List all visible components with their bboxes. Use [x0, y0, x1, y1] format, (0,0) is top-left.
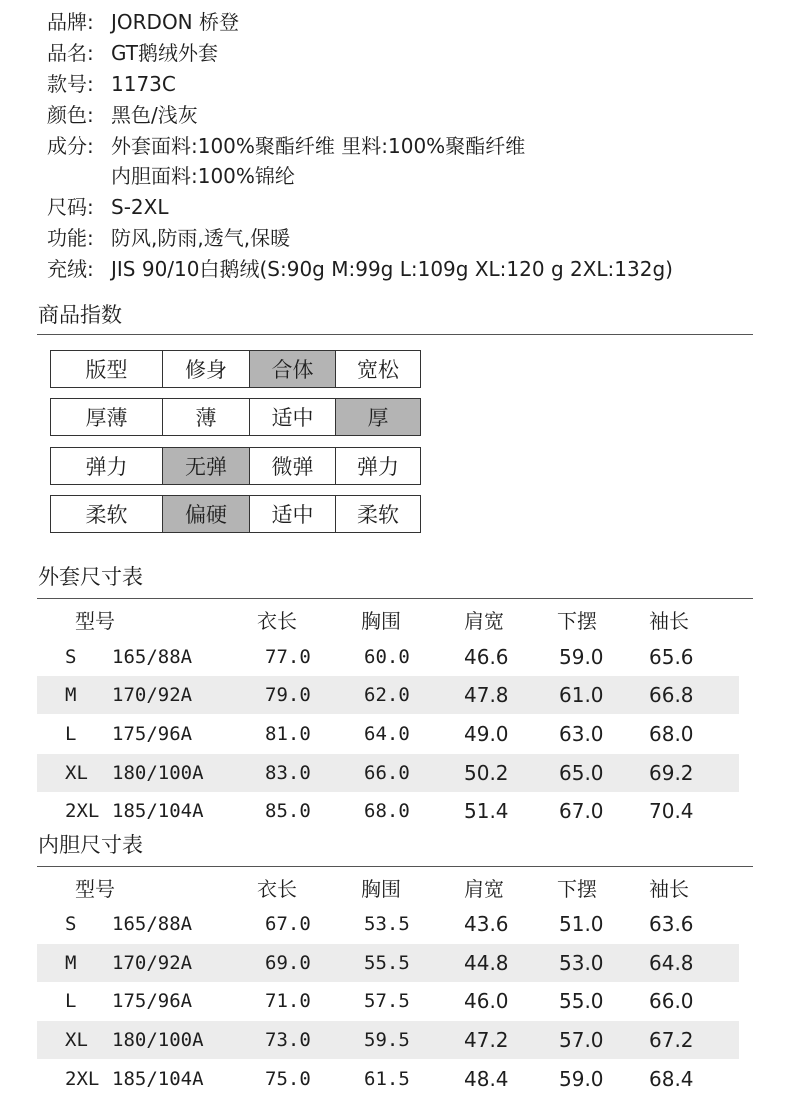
cell-size: L	[65, 990, 77, 1012]
cell-sleeve: 67.2	[649, 1028, 694, 1052]
index-label: 弹力	[85, 455, 128, 479]
cell-sleeve: 65.6	[649, 645, 694, 669]
index-option: 合体	[249, 351, 335, 387]
spec-value: 内胆面料:100%锦纶	[111, 164, 295, 188]
cell-chest: 66.0	[364, 762, 410, 784]
spec-material-liner	[47, 164, 295, 188]
cell-shoulder: 47.2	[464, 1028, 509, 1052]
cell-chest: 60.0	[364, 646, 410, 668]
table-row	[37, 676, 739, 714]
spec-brand	[47, 10, 239, 34]
index-label: 版型	[85, 358, 128, 382]
cell-shoulder: 51.4	[464, 799, 509, 823]
index-option: 适中	[249, 496, 335, 532]
spec-label: 品牌:	[47, 10, 94, 34]
table-row	[37, 792, 739, 830]
col-size: 型号	[75, 609, 115, 633]
index-row-softness	[50, 495, 421, 533]
cell-size: 2XL	[65, 1068, 100, 1090]
index-option: 微弹	[249, 448, 335, 484]
index-label: 厚薄	[85, 406, 128, 430]
spec-label: 充绒:	[47, 257, 94, 281]
spec-fill	[47, 257, 673, 281]
spec-value: JORDON 桥登	[111, 10, 239, 34]
col-hem: 下摆	[557, 609, 597, 633]
table-row	[37, 905, 739, 943]
cell-chest: 55.5	[364, 952, 410, 974]
divider	[37, 334, 753, 335]
spec-label: 尺码:	[47, 195, 94, 219]
cell-size: L	[65, 723, 77, 745]
divider	[37, 866, 753, 867]
spec-label: 款号:	[47, 72, 94, 96]
index-title: 商品指数	[38, 303, 122, 327]
cell-hem: 53.0	[559, 951, 604, 975]
cell-size: XL	[65, 1029, 88, 1051]
coat-table-title: 外套尺寸表	[38, 565, 143, 589]
cell-chest: 64.0	[364, 723, 410, 745]
cell-chest: 59.5	[364, 1029, 410, 1051]
cell-shoulder: 50.2	[464, 761, 509, 785]
col-shoulder: 肩宽	[464, 877, 504, 901]
cell-hem: 51.0	[559, 912, 604, 936]
cell-size: S	[65, 913, 77, 935]
cell-chest: 53.5	[364, 913, 410, 935]
index-option: 修身	[162, 351, 249, 387]
index-option: 弹力	[335, 448, 420, 484]
cell-hem: 59.0	[559, 645, 604, 669]
cell-length: 85.0	[265, 800, 311, 822]
index-option: 宽松	[335, 351, 420, 387]
spec-value: JIS 90/10白鹅绒(S:90g M:99g L:109g XL:120 g 2XL:132g)	[111, 257, 673, 281]
divider	[37, 598, 753, 599]
index-row-fit	[50, 350, 421, 388]
col-sleeve: 袖长	[649, 877, 689, 901]
cell-length: 73.0	[265, 1029, 311, 1051]
cell-chest: 57.5	[364, 990, 410, 1012]
table-row	[37, 1021, 739, 1059]
spec-label: 颜色:	[47, 103, 94, 127]
spec-function	[47, 226, 290, 250]
cell-hem: 61.0	[559, 683, 604, 707]
spec-value: GT鹅绒外套	[111, 41, 219, 65]
index-option: 薄	[162, 399, 249, 435]
cell-length: 77.0	[265, 646, 311, 668]
index-row-thickness	[50, 398, 421, 436]
cell-length: 69.0	[265, 952, 311, 974]
col-chest: 胸围	[361, 609, 401, 633]
cell-shoulder: 46.0	[464, 989, 509, 1013]
spec-label: 品名:	[47, 41, 94, 65]
spec-material	[47, 134, 525, 158]
cell-hem: 59.0	[559, 1067, 604, 1091]
index-option: 无弹	[162, 448, 249, 484]
cell-chest: 62.0	[364, 684, 410, 706]
cell-size: M	[65, 952, 77, 974]
spec-product-name	[47, 41, 218, 65]
cell-spec: 170/92A	[112, 952, 193, 974]
cell-size: 2XL	[65, 800, 100, 822]
col-hem: 下摆	[557, 877, 597, 901]
cell-spec: 175/96A	[112, 990, 193, 1012]
cell-sleeve: 70.4	[649, 799, 694, 823]
cell-sleeve: 68.4	[649, 1067, 694, 1091]
col-size: 型号	[75, 877, 115, 901]
spec-value: S-2XL	[111, 195, 169, 219]
cell-shoulder: 47.8	[464, 683, 509, 707]
spec-value: 防风,防雨,透气,保暖	[111, 226, 291, 250]
index-option: 适中	[249, 399, 335, 435]
cell-shoulder: 43.6	[464, 912, 509, 936]
spec-label: 成分:	[47, 134, 94, 158]
cell-size: M	[65, 684, 77, 706]
spec-value: 黑色/浅灰	[111, 103, 198, 127]
cell-sleeve: 64.8	[649, 951, 694, 975]
cell-hem: 65.0	[559, 761, 604, 785]
index-option: 厚	[335, 399, 420, 435]
cell-hem: 55.0	[559, 989, 604, 1013]
cell-size: XL	[65, 762, 88, 784]
cell-spec: 170/92A	[112, 684, 193, 706]
spec-label: 功能:	[47, 226, 94, 250]
table-row	[37, 944, 739, 982]
cell-size: S	[65, 646, 77, 668]
liner-table-header	[37, 870, 739, 908]
cell-shoulder: 44.8	[464, 951, 509, 975]
col-shoulder: 肩宽	[464, 609, 504, 633]
cell-shoulder: 46.6	[464, 645, 509, 669]
cell-sleeve: 66.0	[649, 989, 694, 1013]
cell-length: 67.0	[265, 913, 311, 935]
table-row	[37, 638, 739, 676]
cell-length: 71.0	[265, 990, 311, 1012]
cell-hem: 63.0	[559, 722, 604, 746]
cell-spec: 180/100A	[112, 762, 204, 784]
cell-shoulder: 48.4	[464, 1067, 509, 1091]
cell-spec: 180/100A	[112, 1029, 204, 1051]
cell-length: 81.0	[265, 723, 311, 745]
cell-spec: 165/88A	[112, 913, 193, 935]
spec-size-range	[47, 195, 168, 219]
cell-spec: 165/88A	[112, 646, 193, 668]
liner-table-title: 内胆尺寸表	[38, 833, 143, 857]
cell-shoulder: 49.0	[464, 722, 509, 746]
cell-chest: 61.5	[364, 1068, 410, 1090]
table-row	[37, 715, 739, 753]
coat-table-header	[37, 602, 739, 640]
index-label: 柔软	[85, 503, 128, 527]
spec-value: 外套面料:100%聚酯纤维 里料:100%聚酯纤维	[111, 134, 526, 158]
cell-spec: 185/104A	[112, 1068, 204, 1090]
cell-sleeve: 66.8	[649, 683, 694, 707]
cell-length: 83.0	[265, 762, 311, 784]
cell-hem: 67.0	[559, 799, 604, 823]
index-row-elasticity	[50, 447, 421, 485]
col-length: 衣长	[257, 609, 297, 633]
spec-color	[47, 103, 198, 127]
table-row	[37, 754, 739, 792]
cell-chest: 68.0	[364, 800, 410, 822]
cell-hem: 57.0	[559, 1028, 604, 1052]
cell-spec: 175/96A	[112, 723, 193, 745]
table-row	[37, 1060, 739, 1098]
index-option: 偏硬	[162, 496, 249, 532]
index-option: 柔软	[335, 496, 420, 532]
spec-style-number	[47, 72, 176, 96]
table-row	[37, 982, 739, 1020]
cell-sleeve: 69.2	[649, 761, 694, 785]
col-sleeve: 袖长	[649, 609, 689, 633]
col-length: 衣长	[257, 877, 297, 901]
col-chest: 胸围	[361, 877, 401, 901]
cell-length: 79.0	[265, 684, 311, 706]
cell-spec: 185/104A	[112, 800, 204, 822]
spec-value: 1173C	[111, 72, 176, 96]
cell-length: 75.0	[265, 1068, 311, 1090]
cell-sleeve: 68.0	[649, 722, 694, 746]
cell-sleeve: 63.6	[649, 912, 694, 936]
